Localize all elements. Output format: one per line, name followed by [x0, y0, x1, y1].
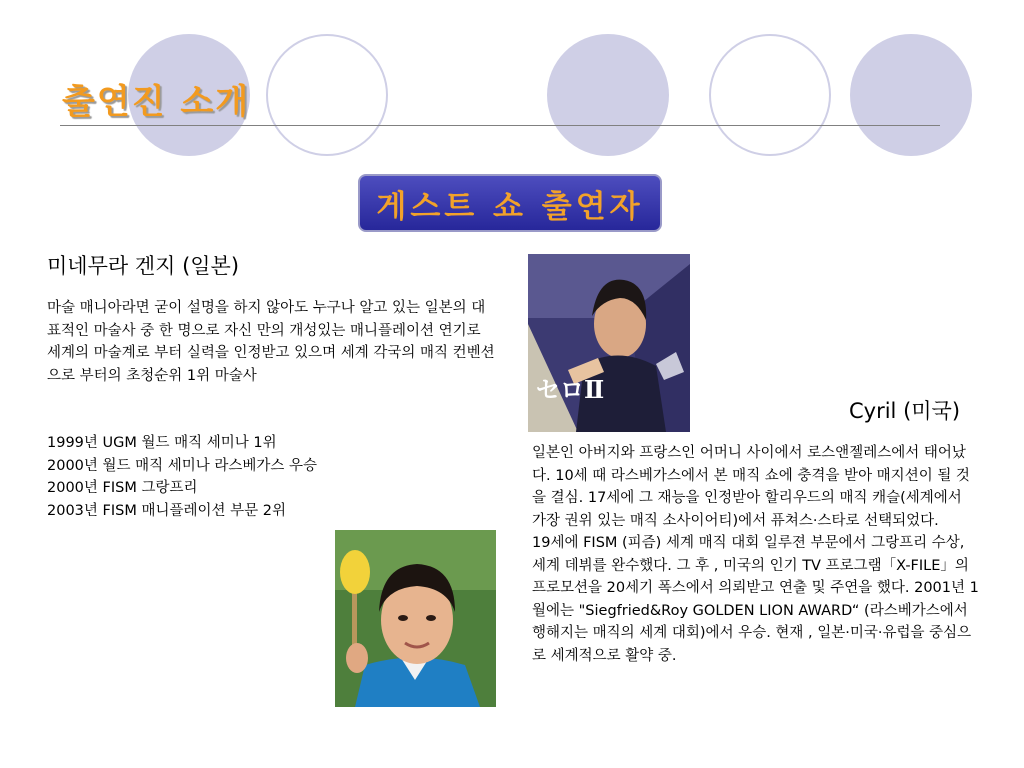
poster-title: セロⅡ	[536, 375, 605, 404]
performer-poster	[528, 254, 690, 432]
award-list	[47, 432, 487, 522]
description-paragraph: 일본인 아버지와 프랑스인 어머니 사이에서 로스앤젤레스에서 태어났다. 10세 때 라스베가스에서 본 매직 쇼에 충격을 받아 매지션이 될 것을 결심. 17세에 그 재능을 인정받아 할리우드의 매직 캐슬(세계에서 가장 권위 있는 매직 소사이어티)에서 퓨쳐스·스타로 선택되었다.	[532, 445, 970, 529]
decorative-circle	[709, 34, 831, 156]
section-badge	[358, 174, 662, 232]
description-paragraph: 19세에 FISM (피즘) 세계 매직 대회 일루젼 부문에서 그랑프리 수상, 세계 데뷔를 완수했다. 그 후 , 미국의 인기 TV 프로그램「X-FILE」의 프로모션을 20세기 폭스에서 의뢰받고 연출 및 주연을 했다. 2001년 1월에는 "Siegfried&Roy GOLDEN LION AWARD“ (라스베가스에서 행해지는 매직의 세계 대회)에서 우승. 현재 , 일본·미국·유럽을 중심으로 세계적으로 활약 중.	[532, 535, 979, 664]
decorative-circle	[547, 34, 669, 156]
award-item: 2000년 월드 매직 세미나 라스베가스 우승	[47, 457, 318, 474]
performer-name: 미네무라 겐지 (일본)	[47, 254, 240, 278]
section-badge-label: 게스트 쇼 출연자	[376, 188, 644, 225]
award-item: 2003년 FISM 매니플레이션 부문 2위	[47, 502, 286, 519]
title-divider	[60, 125, 940, 126]
performer-description: 마술 매니아라면 굳이 설명을 하지 않아도 누구나 알고 있는 일본의 대표적인 마술사 중 한 명으로 자신 만의 개성있는 매니플레이션 연기로 세계의 마술계로 부터 실력을 인정받고 있으며 세계 각국의 매직 컨벤션으로 부터의 초청순위 1위 마술사	[47, 300, 495, 384]
performer-name: Cyril (미국)	[849, 399, 961, 423]
decorative-circle	[266, 34, 388, 156]
decorative-circle	[850, 34, 972, 156]
performer-description	[532, 442, 980, 667]
performer-photo	[335, 530, 496, 707]
slide-title: 출연진 소개	[62, 82, 251, 122]
award-item: 1999년 UGM 월드 매직 세미나 1위	[47, 435, 277, 451]
award-item: 2000년 FISM 그랑프리	[47, 480, 198, 496]
